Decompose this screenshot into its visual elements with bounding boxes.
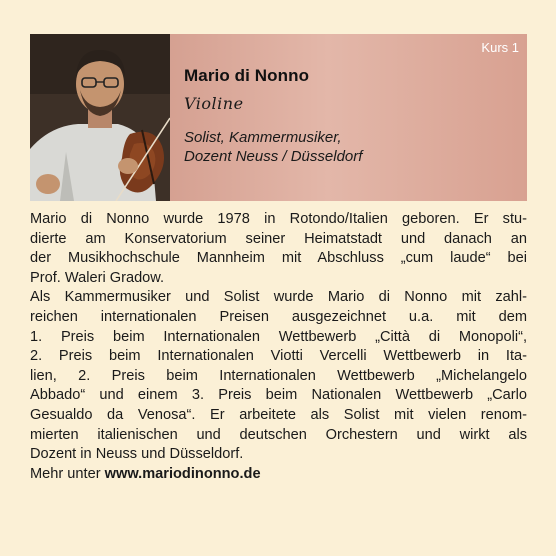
bio-line: Prof. Waleri Gradow. xyxy=(30,269,165,286)
bio-line: Mario di Nonno wurde 1978 in Rotondo/Italien geboren. Er stu- xyxy=(30,211,527,227)
more-info-prefix: Mehr unter xyxy=(30,465,105,482)
bio-line: Dozent in Neuss und Düsseldorf. xyxy=(30,446,244,463)
more-info-line xyxy=(30,465,527,485)
bio-line: mierten italienischen und deutschen Orchestern und wirkt als xyxy=(30,426,527,443)
profile-header xyxy=(30,34,527,201)
biography-text xyxy=(30,210,527,484)
portrait-photo xyxy=(30,34,170,201)
bio-line: Abbado“ und einem 3. Preis beim Nationalen Wettbewerb „Carlo xyxy=(30,387,527,404)
bio-line: dierte am Konservatorium seiner Heimatstadt und danach an xyxy=(30,230,527,247)
bio-line: reichen internationalen Preisen ausgezeichnet u.a. mit dem xyxy=(30,308,527,325)
instrument-label: Violine xyxy=(184,94,244,113)
role-line-1: Solist, Kammermusiker, xyxy=(184,129,342,146)
bio-line: 1. Preis beim Internationalen Wettbewerb „Città di Monopoli“, xyxy=(30,328,527,345)
bio-line: der Musikhochschule Mannheim mit Abschluss „cum laude“ bei xyxy=(30,250,527,267)
website-link[interactable]: www.mariodinonno.de xyxy=(104,465,261,482)
bio-line: 2. Preis beim Internationalen Viotti Vercelli Wettbewerb in Ita- xyxy=(30,348,527,365)
course-label: Kurs 1 xyxy=(481,40,519,55)
bio-line: Gesualdo da Venosa“. Er arbeitete als Solist mit vielen renom- xyxy=(30,406,527,423)
bio-line: Als Kammermusiker und Solist wurde Mario di Nonno mit zahl- xyxy=(30,289,527,306)
musician-name: Mario di Nonno xyxy=(184,66,310,85)
bio-line: lien, 2. Preis beim Internationalen Wettbewerb „Michelangelo xyxy=(30,367,527,384)
role-line-2: Dozent Neuss / Düsseldorf xyxy=(184,148,363,165)
